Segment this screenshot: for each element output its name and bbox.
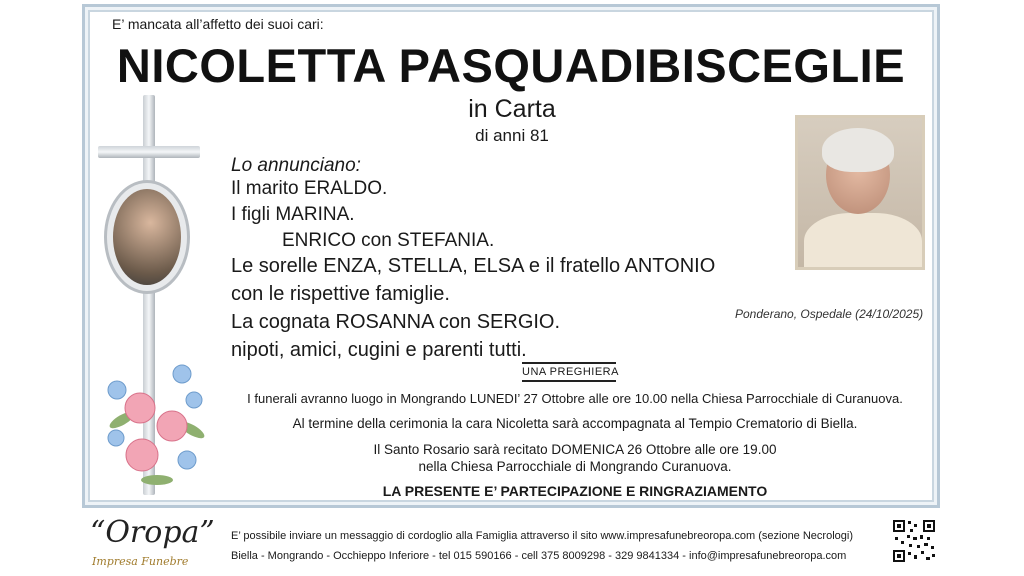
- footer-message: E’ possibile inviare un messaggio di cordoglio alla Famiglia attraverso il sito www.impresafunebreoropa.com (sezione Necrologi): [231, 530, 853, 542]
- closing-text: LA PRESENTE E’ PARTECIPAZIONE E RINGRAZIAMENTO: [382, 483, 768, 499]
- intro-text: E’ mancata all’affetto dei suoi cari:: [112, 16, 324, 32]
- funeral-info: I funerali avranno luogo in Mongrando LUNEDI’ 27 Ottobre alle ore 10.00 nella Chiesa Parrocchiale di Curanuova.: [247, 391, 903, 406]
- age-text: di anni 81: [475, 126, 549, 145]
- cross-bar: [98, 146, 200, 158]
- company-logo: [84, 515, 224, 573]
- announce-label: Lo annunciano:: [231, 155, 361, 176]
- family-line: I figli MARINA.: [231, 204, 355, 225]
- footer-contacts: Biella - Mongrando - Occhieppo Inferiore - tel 015 590166 - cell 375 8009298 - 329 9841334 - info@impresafunebreoropa.com: [231, 550, 847, 562]
- logo-word: “Oropa”: [90, 515, 215, 550]
- family-line: con le rispettive famiglie.: [231, 283, 450, 305]
- family-line: La cognata ROSANNA con SERGIO.: [231, 311, 561, 333]
- married-name: in Carta: [468, 95, 556, 123]
- qr-code[interactable]: [892, 519, 936, 563]
- rosary-place: nella Chiesa Parrocchiale di Mongrando Curanuova.: [418, 459, 732, 474]
- deceased-name: NICOLETTA PASQUADIBISCEGLIE: [116, 39, 906, 92]
- rosary-info: Il Santo Rosario sarà recitato DOMENICA 26 Ottobre alle ore 19.00: [373, 442, 777, 457]
- family-line: nipoti, amici, cugini e parenti tutti.: [231, 339, 527, 361]
- family-line: Le sorelle ENZA, STELLA, ELSA e il fratello ANTONIO: [231, 255, 716, 277]
- logo-subtitle: Impresa Funebre: [92, 555, 189, 568]
- family-line: ENRICO con STEFANIA.: [282, 230, 495, 251]
- family-line: Il marito ERALDO.: [231, 178, 388, 199]
- prayer-label: UNA PREGHIERA: [522, 362, 616, 382]
- portrait-photo: [795, 115, 925, 270]
- ceremony-info: Al termine della cerimonia la cara Nicoletta sarà accompagnata al Tempio Crematorio di Biella.: [292, 416, 858, 431]
- saint-medallion: [104, 180, 190, 294]
- place-date: Ponderano, Ospedale (24/10/2025): [735, 307, 924, 321]
